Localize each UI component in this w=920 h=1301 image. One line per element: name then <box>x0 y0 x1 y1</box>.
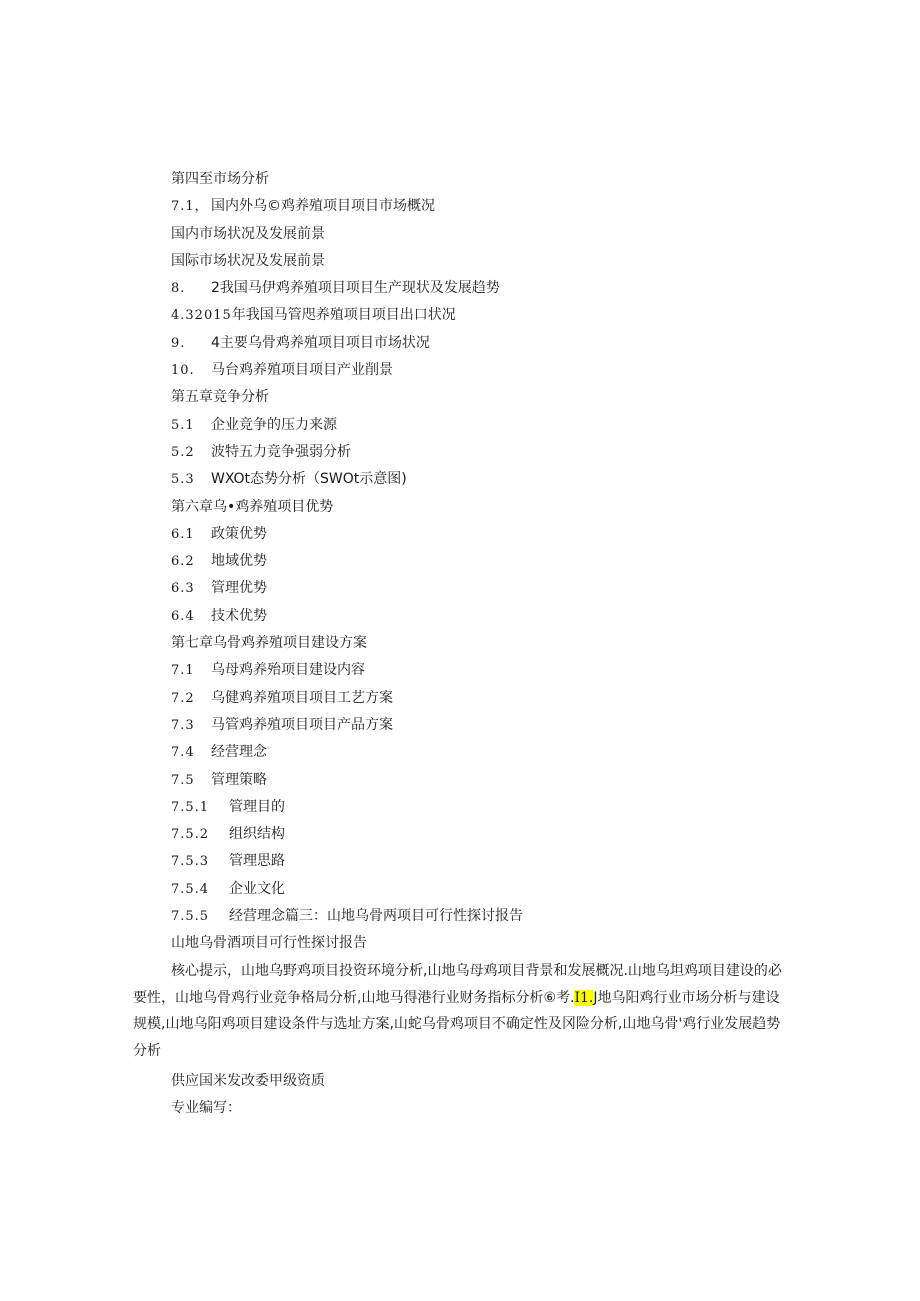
toc-entry <box>171 630 731 657</box>
toc-entry-number: 7.5.1 <box>171 799 210 815</box>
toc-entry-number: 6.2 <box>171 554 195 570</box>
toc-entry-title: 年我国马管咫养殖项目项目出口状况 <box>231 307 456 324</box>
toc-entry <box>171 221 731 248</box>
toc-entry-title: 管理优势 <box>211 580 267 597</box>
toc-entry-title: 国内市场状况及发展前景 <box>171 225 325 242</box>
toc-entry <box>171 848 731 875</box>
toc-entry-title: 政策优势 <box>211 525 267 542</box>
toc-entry-title: 管理思路 <box>229 853 285 870</box>
editor-line: 专业编写： <box>171 1100 241 1116</box>
toc-entry-title: 国际市场状况及发展前景 <box>171 252 325 269</box>
toc-entry <box>171 575 731 602</box>
toc-entry <box>171 521 731 548</box>
toc-entry <box>171 384 731 411</box>
toc-entry <box>171 930 731 957</box>
toc-entry <box>171 330 731 357</box>
toc-entry-number: 7.4 <box>171 745 195 761</box>
toc-entry-title: 山地乌骨酒项目可行性探讨报告 <box>171 935 367 952</box>
toc-entry <box>171 876 731 903</box>
toc-entry-title: 地域优势 <box>211 553 267 570</box>
toc-entry <box>171 548 731 575</box>
toc-entry-number: 7.1， <box>171 199 209 215</box>
toc-entry-number: 6.1 <box>171 526 195 542</box>
toc-entry-number: 10. <box>171 363 195 379</box>
toc-entry <box>171 412 731 439</box>
toc-entry-number: 4.32015 <box>171 308 232 324</box>
toc-entry-title: 第四至市场分析 <box>171 171 269 187</box>
highlighted-text: I1. <box>574 989 594 1006</box>
toc-entry <box>171 166 731 193</box>
toc-entry-number: 7.2 <box>171 690 195 706</box>
toc-entry-title: 管理策略 <box>211 771 267 788</box>
toc-entry-title: 第五章竞争分析 <box>171 389 269 406</box>
toc-entry-number: 8. <box>171 281 186 297</box>
toc-entry-title: 国内外乌©鸡养殖项目项目市场概况 <box>211 198 435 215</box>
summary-paragraph <box>133 958 785 1064</box>
toc-entry-number: 5.3 <box>171 472 195 488</box>
toc-entry-title: 波特五力竞争强弱分析 <box>211 443 351 460</box>
toc-entry-title: 技术优势 <box>211 607 267 624</box>
toc-entry <box>171 794 731 821</box>
toc-entry-title: WXOt态势分析（SWOt示意图) <box>211 471 407 488</box>
toc-entry <box>171 685 731 712</box>
toc-entry <box>171 657 731 684</box>
toc-entry <box>171 193 731 220</box>
toc-entry <box>171 712 731 739</box>
toc-entry-title: 企业文化 <box>229 880 285 897</box>
toc-entry <box>171 439 731 466</box>
toc-entry <box>171 466 731 493</box>
toc-entry-number: 7.1 <box>171 663 195 679</box>
toc-entry-number: 5.1 <box>171 417 195 433</box>
toc-entry-number: 7.5 <box>171 772 195 788</box>
summary-text-2: J地乌阳鸡行业市场分析与建设规模,山地乌阳鸡项目建设条件与选址方案,山蛇乌骨鸡项目不确定性及冈险分析,山地乌骨'鸡行业发展趋势分析 <box>133 989 781 1059</box>
toc-entry-number: 7.5.2 <box>171 827 210 843</box>
toc-entry-number: 6.4 <box>171 608 195 624</box>
toc-entry <box>171 494 731 521</box>
toc-entry-title: 经营理念篇三：山地乌骨两项目可行性探讨报告 <box>229 908 523 925</box>
toc-entry-title: 经营理念 <box>211 744 267 761</box>
toc-entry-title: 第六章乌•鸡养殖项目优势 <box>171 498 334 515</box>
toc-entry <box>171 603 731 630</box>
toc-entry-number: 9. <box>171 335 186 351</box>
toc-entry-number: 6.3 <box>171 581 195 597</box>
toc-entry-number: 7.3 <box>171 717 195 733</box>
toc-entry <box>171 302 731 329</box>
toc-entry-title: 组织结构 <box>229 826 285 843</box>
toc-entry-title: 乌母鸡养殆项目建设内容 <box>211 662 365 679</box>
toc-entry-title: 2我国马伊鸡养殖项目项目生产现状及发展趋势 <box>211 280 500 297</box>
toc-entry <box>171 821 731 848</box>
toc-entry-number: 7.5.4 <box>171 881 210 897</box>
toc-entry <box>171 275 731 302</box>
toc-entry-title: 马台鸡养殖项目项目产业削景 <box>211 362 393 379</box>
toc-entry <box>171 248 731 275</box>
toc-entry-title: 4主要乌骨鸡养殖项目项目市场状况 <box>211 334 430 351</box>
toc-entry <box>171 767 731 794</box>
supply-line: 供应国米发改委甲级资质 <box>171 1073 325 1089</box>
table-of-contents <box>171 166 731 958</box>
toc-entry <box>171 739 731 766</box>
toc-entry-title: 第七章乌骨鸡养殖项目建设方案 <box>171 635 367 652</box>
summary-text-1: 核心提示，山地乌野鸡项目投资环境分析,山地乌母鸡项目背景和发展概况.山地乌坦鸡项目建设的必要性，山地乌骨鸡行业竞争格局分析,山地马得港行业财务指标分析⑥考. <box>133 963 782 1006</box>
toc-entry-number: 5.2 <box>171 444 195 460</box>
toc-entry-title: 企业竞争的压力来源 <box>211 416 337 433</box>
toc-entry-title: 管理目的 <box>229 798 285 815</box>
toc-entry-title: 马管鸡养殖项目项目产品方案 <box>211 716 393 733</box>
toc-entry-number: 7.5.5 <box>171 909 210 925</box>
toc-entry-number: 7.5.3 <box>171 854 210 870</box>
toc-entry-title: 乌健鸡养殖项目项目工艺方案 <box>211 689 393 706</box>
toc-entry <box>171 903 731 930</box>
toc-entry <box>171 357 731 384</box>
